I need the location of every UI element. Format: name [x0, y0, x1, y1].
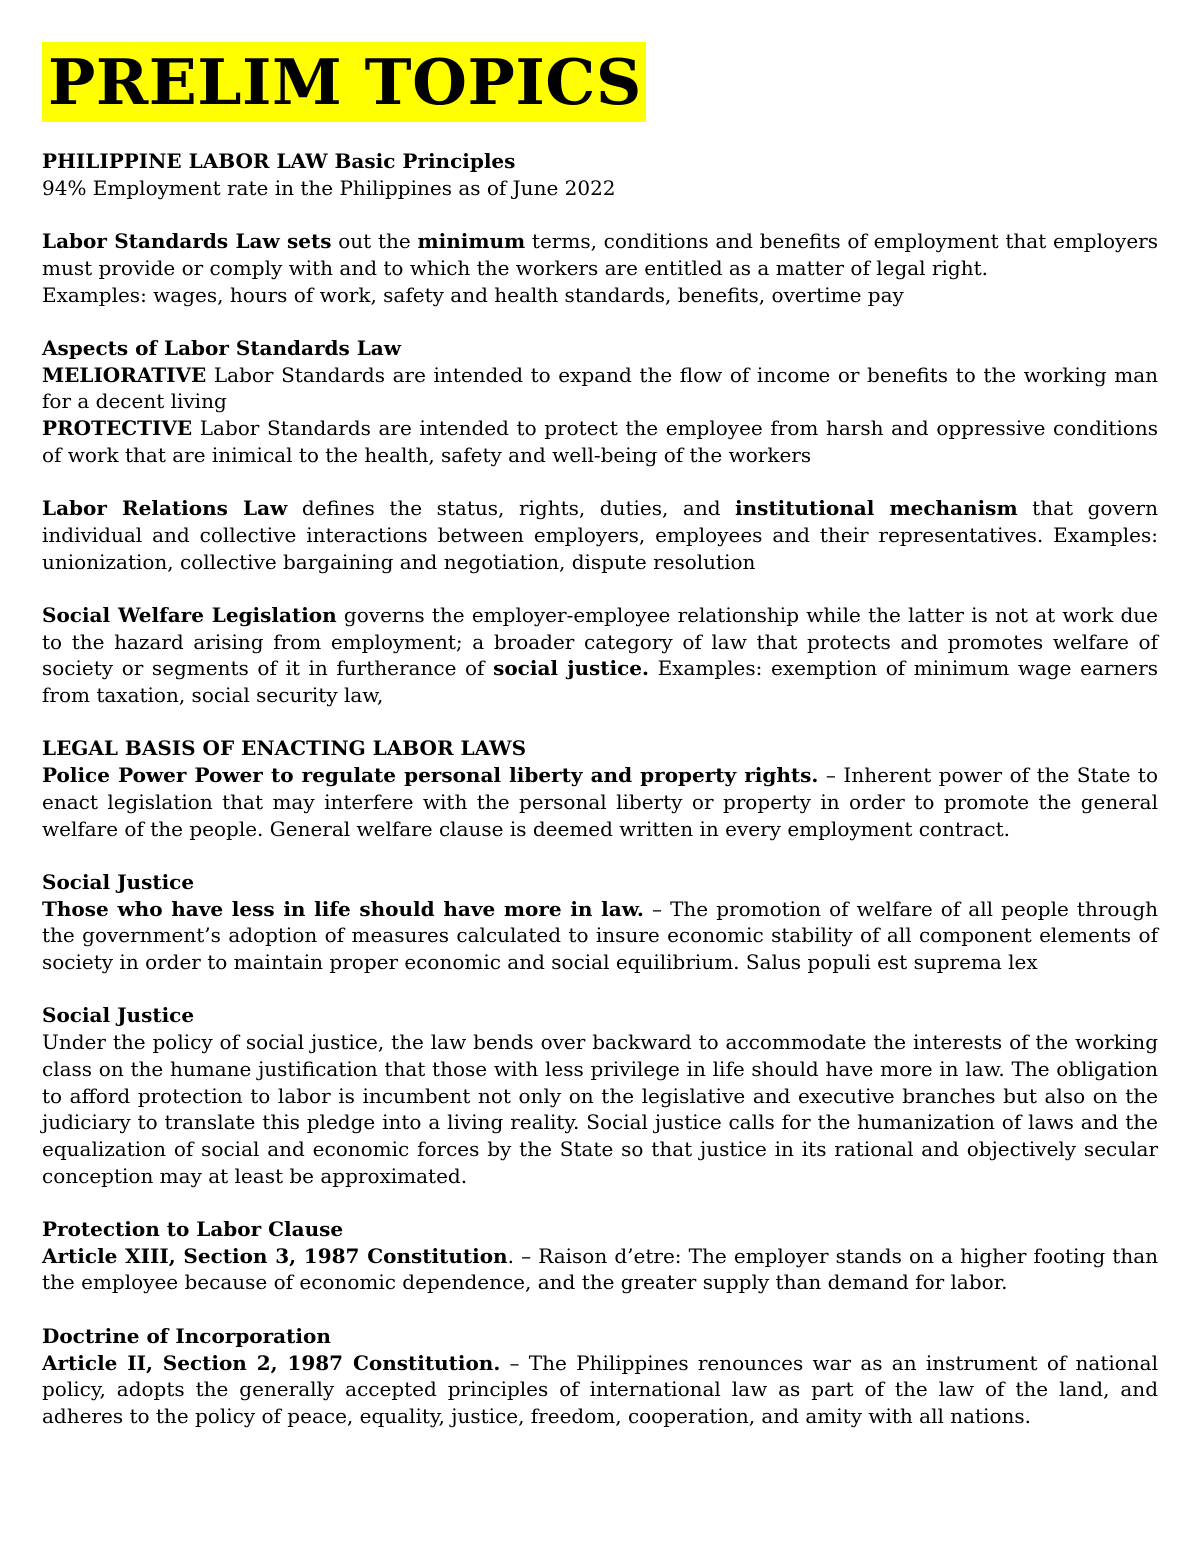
- incorporation-section: [42, 1323, 1158, 1430]
- legal-basis-heading: LEGAL BASIS OF ENACTING LABOR LAWS: [42, 736, 527, 761]
- protection-clause-section: [42, 1216, 1158, 1296]
- social-justice-heading-1: Social Justice: [42, 869, 195, 894]
- page-title: PRELIM TOPICS: [42, 42, 646, 122]
- incorporation-heading: Doctrine of Incorporation: [42, 1323, 331, 1348]
- labor-standards-section: [42, 228, 1158, 308]
- protection-clause-heading: Protection to Labor Clause: [42, 1217, 344, 1241]
- aspects-heading: Aspects of Labor Standards Law: [42, 335, 401, 360]
- social-justice-section-1: [42, 869, 1158, 976]
- legal-basis-section: [42, 735, 1158, 842]
- social-justice-heading-2: Social Justice: [42, 1003, 195, 1028]
- intro-section: [42, 148, 1158, 201]
- labor-standards-definition: Labor Standards Law sets out the minimum terms, conditions and benefits of employment that employers must provide or comply with and to which the workers are entitled as a matter of legal right.: [42, 229, 1158, 280]
- labor-relations-section: [42, 495, 1158, 575]
- intro-heading: PHILIPPINE LABOR LAW Basic Principles: [42, 149, 516, 173]
- social-justice-section-2: [42, 1002, 1158, 1189]
- title-block: [42, 42, 1158, 122]
- document-page: [42, 42, 1158, 1430]
- labor-standards-examples: Examples: wages, hours of work, safety and health standards, benefits, overtime pay: [42, 282, 904, 307]
- social-welfare-paragraph: Social Welfare Legislation governs the employer-employee relationship while the latter is not at work due to the hazard arising from employment; a broader category of law that protects and promotes welfare of society or segments of it in furtherance of social justice. Examples: exemption of minimum wage earners from taxation, social security law,: [42, 602, 1159, 707]
- incorporation-paragraph: Article II, Section 2, 1987 Constitution. – The Philippines renounces war as an instrument of national policy, adopts the generally accepted principles of international law as part of the law of the land, and adheres to the policy of peace, equality, justice, freedom, cooperation, and amity with all nations.: [42, 1350, 1158, 1428]
- meliorative-paragraph: MELIORATIVE Labor Standards are intended to expand the flow of income or benefits to the working man for a decent living: [42, 362, 1158, 414]
- protective-paragraph: PROTECTIVE Labor Standards are intended to protect the employee from harsh and oppressive conditions of work that are inimical to the health, safety and well-being of the workers: [42, 416, 1158, 467]
- social-justice-paragraph-2: Under the policy of social justice, the law bends over backward to accommodate the interests of the working class on the humane justification that those with less privilege in life should have more in law. The obligation to afford protection to labor is incumbent not only on the legislative and executive branches but also on the judiciary to translate this pledge into a living reality. Social justice calls for the humanization of laws and the equalization of social and economic forces by the State so that justice in its rational and objectively secular conception may at least be approximated.: [42, 1030, 1158, 1188]
- protection-clause-paragraph: Article XIII, Section 3, 1987 Constitution. – Raison d’etre: The employer stands on a higher footing than the employee because of economic dependence, and the greater supply than demand for labor.: [42, 1243, 1158, 1295]
- intro-employment-rate: 94% Employment rate in the Philippines as of June 2022: [42, 175, 616, 200]
- labor-relations-paragraph: Labor Relations Law defines the status, rights, duties, and institutional mechanism that govern individual and collective interactions between employers, employees and their representatives. Examples: unionization, collective bargaining and negotiation, dispute resolution: [42, 496, 1158, 574]
- social-justice-paragraph-1: Those who have less in life should have more in law. – The promotion of welfare of all people through the government’s adoption of measures calculated to insure economic stability of all component elements of society in order to maintain proper economic and social equilibrium. Salus populi est suprema lex: [42, 896, 1159, 974]
- police-power-paragraph: Police Power Power to regulate personal liberty and property rights. – Inherent power of the State to enact legislation that may interfere with the personal liberty or property in order to promote the general welfare of the people. General welfare clause is deemed written in every employment contract.: [42, 763, 1158, 841]
- social-welfare-section: [42, 602, 1158, 709]
- aspects-section: [42, 335, 1158, 469]
